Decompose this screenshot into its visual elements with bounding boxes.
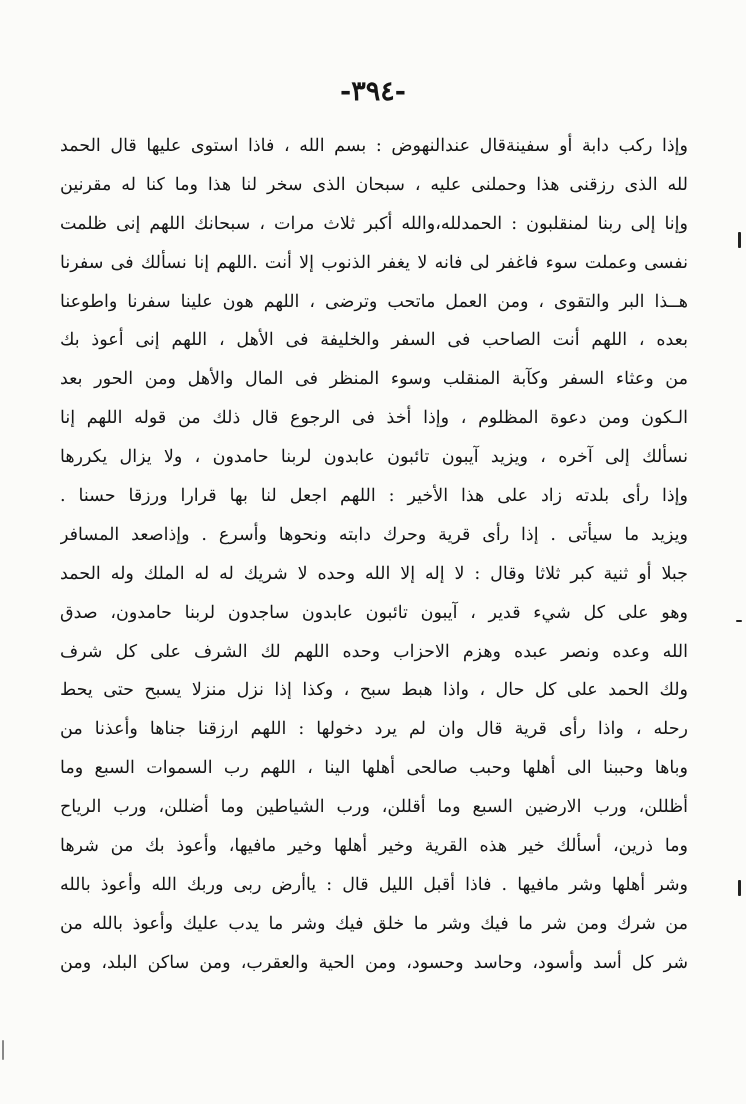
text-line: نفسى وعملت سوء فاغفر لى فانه لا يغفر الذنوب إلا أنت .اللهم إنا نسألك فى سفرنا bbox=[60, 252, 688, 273]
page-number: -٣٩٤- bbox=[340, 76, 406, 107]
body-text bbox=[60, 127, 688, 983]
text-line: من شرك ومن شر ما فيك وشر ما خلق فيك وشر ما يدب عليك وأعوذ بالله من bbox=[60, 913, 688, 934]
text-line: جبلا أو ثنية كبر ثلاثا وقال : لا إله إلا الله وحده لا شريك له له الملك وله الحمد bbox=[60, 563, 688, 584]
text-line: رحله ، واذا رأى قرية قال وان لم يرد دخولها : اللهم ارزقنا جناها وأعذنا من bbox=[60, 719, 688, 740]
text-line: الله وعده ونصر عبده وهزم الاحزاب وحده اللهم لك الشرف على كل شرف bbox=[60, 641, 688, 662]
text-line: بعده ، اللهم أنت الصاحب فى السفر والخليفة فى الأهل ، اللهم إنى أعوذ بك bbox=[60, 330, 688, 351]
text-line: وإنا إلى ربنا لمنقلبون : الحمدلله،والله أكبر ثلاث مرات ، سبحانك اللهم إنى ظلمت bbox=[60, 213, 688, 234]
text-line: الـكون ومن دعوة المظلوم ، وإذا أخذ فى الرجوع قال ذلك من قوله اللهم إنا bbox=[60, 408, 688, 429]
text-line: من وعثاء السفر وكآبة المنقلب وسوء المنظر فى المال والأهل ومن الحور بعد bbox=[60, 369, 688, 390]
text-line: شر كل أسد وأسود، وحاسد وحسود، ومن الحية والعقرب، ومن ساكن البلد، ومن bbox=[60, 952, 688, 973]
text-line: وما ذرين، أسألك خير هذه القرية وخير أهلها وخير مافيها، وأعوذ بك من شرها bbox=[60, 836, 688, 857]
margin-tick-mark bbox=[2, 1040, 4, 1060]
text-line: أظللن، ورب الارضين السبع وما أقللن، ورب الشياطين وما أضللن، ورب الرياح bbox=[60, 797, 688, 818]
margin-tick-mark bbox=[736, 620, 742, 622]
text-line: لله الذى رزقنى هذا وحملنى عليه ، سبحان الذى سخر لنا هذا وما كنا له مقرنين bbox=[60, 174, 688, 195]
text-line: هــذا البر والتقوى ، ومن العمل ماتحب وترضى ، اللهم هون علينا سفرنا واطوعنا bbox=[60, 291, 688, 312]
text-line: وباها وحببنا الى أهلها وحبب صالحى أهلها الينا ، اللهم رب السموات السبع وما bbox=[60, 758, 688, 779]
text-line: ولك الحمد على كل حال ، واذا هبط سبح ، وكذا إذا نزل منزلا يسبح حتى يحط bbox=[60, 680, 688, 701]
text-line: وهو على كل شيء قدير ، آيبون تائبون عابدون ساجدون لربنا حامدون، صدق bbox=[60, 602, 688, 623]
margin-tick-mark bbox=[738, 232, 741, 248]
text-line: وإذا ركب دابة أو سفينةقال عندالنهوض : بسم الله ، فاذا استوى عليها قال الحمد bbox=[60, 136, 688, 156]
text-line: نسألك إلى آخره ، ويزيد آيبون تائبون عابدون لربنا حامدون ، ولا يزال يكررها bbox=[60, 447, 688, 468]
text-line: ويزيد ما سيأتى . إذا رأى قرية وحرك دابته ونحوها وأسرع . وإذاصعد المسافر bbox=[60, 524, 688, 545]
margin-tick-mark bbox=[738, 880, 741, 896]
text-line: وإذا رأى بلدته زاد على هذا الأخير : اللهم اجعل لنا بها قرارا ورزقا حسنا . bbox=[60, 486, 688, 507]
text-line: وشر أهلها وشر مافيها . فاذا أقبل الليل قال : ياأرض ربى وربك الله وأعوذ بالله bbox=[60, 874, 688, 895]
